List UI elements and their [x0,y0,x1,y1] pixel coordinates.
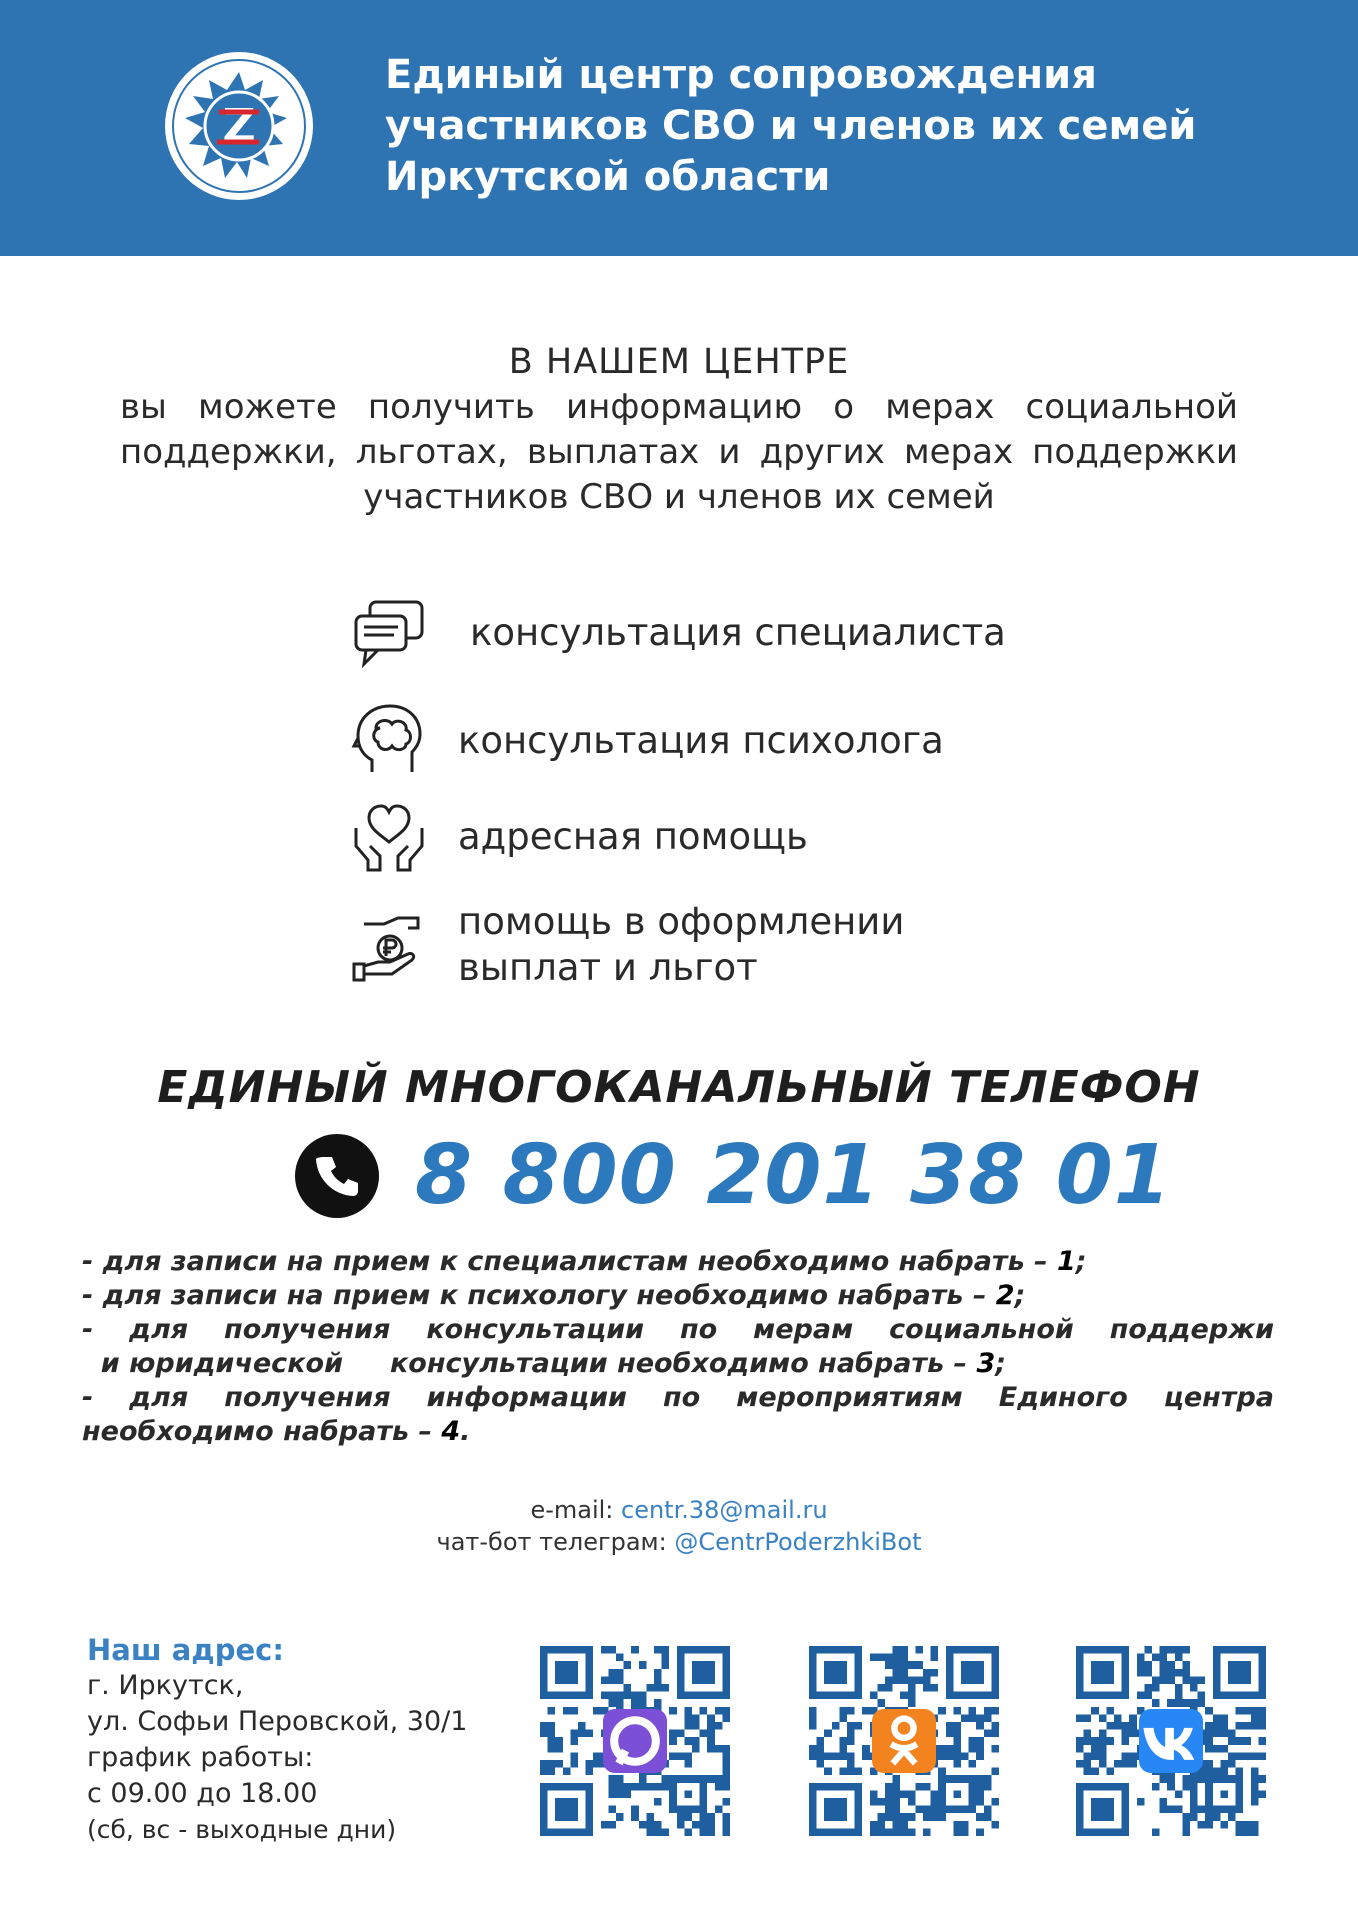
max-messenger-icon [603,1709,667,1773]
service-item [350,701,944,781]
dial-note: - для получения информации по мероприятиям Единого центра [82,1382,1274,1413]
service-item [350,895,904,995]
bot-row [0,1526,1358,1558]
header-title-line: Единый центр сопровождения [385,52,1097,98]
address-title: Наш адрес: [87,1633,284,1667]
service-item [350,593,1006,673]
service-label-line: выплат и льгот [458,946,758,989]
address-line: ул. Софьи Перовской, 30/1 [87,1706,468,1737]
header-title-line: участников СВО и членов их семей [385,103,1197,149]
heart-hands-icon [350,798,428,876]
header-banner [0,0,1358,256]
dial-note [82,1279,1274,1313]
note-key: 4 [441,1416,461,1447]
note-end: . [460,1416,471,1447]
brain-head-icon [350,702,428,780]
note-text: и юридической консультации необходимо набрать – [82,1348,977,1379]
email-link[interactable]: centr.38@mail.ru [621,1496,828,1524]
note-end: ; [1014,1280,1026,1311]
phone-title: ЕДИНЫЙ МНОГОКАНАЛЬНЫЙ ТЕЛЕФОН [157,1062,1201,1113]
address-block [87,1632,507,1848]
dial-instructions [82,1245,1274,1449]
phone-number[interactable]: 8 800 201 38 01 [415,1128,1172,1223]
qr-code-max[interactable] [540,1646,730,1836]
service-item [350,797,808,877]
schedule-hours: с 09.00 до 18.00 [87,1778,318,1809]
dial-note [82,1415,1274,1449]
svg-text:Z: Z [222,99,256,153]
header-title-line: Иркутской области [385,154,831,200]
dial-note: - для получения консультации по мерам социальной поддержи [82,1314,1274,1345]
header-title [385,50,1325,203]
note-text: - для записи на прием к специалистам необходимо набрать – [82,1246,1057,1277]
service-label: консультация специалиста [470,611,1006,654]
service-label: адресная помощь [458,815,808,858]
dial-note [82,1245,1274,1279]
address-line: г. Иркутск, [87,1670,244,1701]
intro-line: вы можете получить информацию о мерах социальной [120,387,1238,427]
bot-label: чат-бот телеграм: [436,1528,675,1556]
service-label-line: помощь в оформлении [458,900,905,943]
qr-code-odnoklassniki[interactable] [809,1646,999,1836]
dial-note [82,1347,1274,1381]
note-end: ; [995,1348,1007,1379]
note-key: 1 [1056,1246,1076,1277]
intro-line: участников СВО и членов их семей [363,477,995,517]
contacts [0,1494,1358,1558]
note-key: 2 [995,1280,1015,1311]
center-logo [163,50,315,202]
service-label [458,899,904,991]
schedule-label: график работы: [87,1742,314,1773]
note-text: необходимо набрать – [82,1416,442,1447]
ruble-coin-hand-icon [350,906,428,984]
intro-line: поддержки, льготах, выплатах и других мерах поддержки [120,432,1238,472]
intro-section [120,340,1238,520]
phone-icon [295,1134,379,1218]
vk-icon [1139,1709,1203,1773]
note-end: ; [1075,1246,1087,1277]
note-key: 3 [976,1348,996,1379]
phone-row [295,1128,1172,1223]
note-text: - для записи на прием к психологу необходимо набрать – [82,1280,996,1311]
chat-bubbles-icon [350,594,428,672]
qr-code-vk[interactable] [1076,1646,1266,1836]
schedule-weekend: (сб, вс - выходные дни) [87,1815,397,1844]
email-row [0,1494,1358,1526]
odnoklassniki-icon [872,1709,936,1773]
intro-heading: В НАШЕМ ЦЕНТРЕ [508,342,850,382]
telegram-bot-link[interactable]: @CentrPoderzhkiBot [674,1528,922,1556]
service-label: консультация психолога [458,719,944,762]
email-label: e-mail: [530,1496,621,1524]
